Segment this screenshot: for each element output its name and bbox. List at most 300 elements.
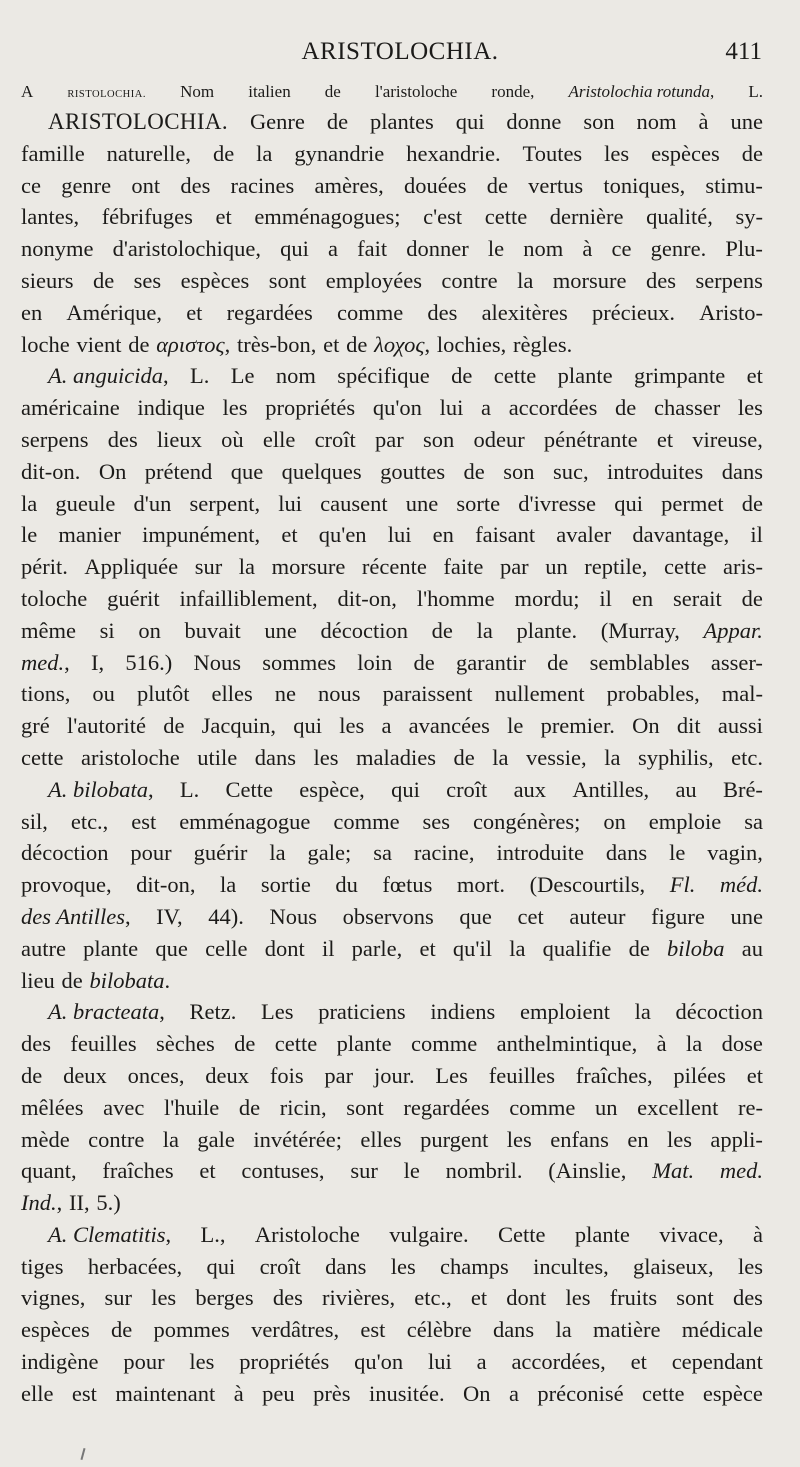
text: quant, [21,1158,77,1184]
italic-text: A. anguicida [48,363,163,389]
text: Cette [498,1221,546,1247]
word [264,615,297,647]
word [294,138,384,170]
word [550,201,624,233]
text: nom [275,363,316,389]
text: anthelmintique, [496,1031,638,1057]
text: propriétés [265,395,356,421]
text-line [21,1187,763,1219]
word [189,488,260,520]
word [659,1219,723,1251]
word [369,1378,445,1410]
text: re- [738,1094,763,1120]
text: sur [350,1158,378,1184]
word [599,583,612,615]
text: sommes [262,649,336,675]
text: toloche [21,585,88,611]
word [362,551,427,583]
text: Le [230,363,255,389]
text-line [21,774,763,806]
word [518,901,544,933]
text: de [346,331,368,357]
text: dit [676,713,701,739]
word [324,1060,353,1092]
word [661,488,723,520]
word [699,297,763,329]
article-body [21,78,763,1410]
text: elle [21,1380,54,1406]
text: gynandrie [294,140,385,166]
text: cette [274,1031,318,1057]
word [93,265,114,297]
word [72,1378,97,1410]
text: prétend [144,458,213,484]
word [21,329,70,361]
word [638,742,714,774]
text-line [21,1092,763,1124]
text: , [162,363,169,389]
text: des [107,426,138,452]
word [335,869,358,901]
word [195,1282,253,1314]
word [667,1124,692,1156]
text: l'huile [163,1094,220,1120]
text: à [656,1031,667,1057]
word [569,901,625,933]
text: pommes [153,1317,230,1343]
word [414,1282,451,1314]
word [21,424,88,456]
word [208,901,244,933]
word [100,615,115,647]
word [138,615,161,647]
word [692,424,763,456]
word [627,1124,648,1156]
word [433,519,454,551]
text: a [476,1349,487,1375]
word [642,1378,684,1410]
word [142,519,260,551]
word [509,1378,519,1410]
text-line [21,647,763,679]
word [333,806,399,838]
word [278,488,302,520]
text: la [492,744,509,770]
word [511,1346,605,1378]
text: la [509,935,526,961]
word [21,1251,64,1283]
text: serpens [695,267,763,293]
text: alexitères [481,299,568,325]
word [281,519,297,551]
word [443,551,483,583]
text: sont [346,1094,384,1120]
text: la [555,1317,572,1343]
word [391,774,420,806]
word [357,647,392,679]
word [523,233,563,265]
word [190,360,209,392]
text: qui [206,1253,236,1279]
text: un [545,554,568,580]
text: aux [513,776,547,802]
word [21,78,33,106]
italic-text: méd. [719,872,763,898]
italic-text: des Antilles [21,903,125,929]
italic-text: A. Clematitis [48,1221,166,1247]
word [423,806,451,838]
word [553,456,589,488]
text: espèce [702,1380,763,1406]
text-line [21,1378,763,1410]
word [123,1346,164,1378]
text: de [212,140,235,166]
word [239,1092,260,1124]
text: dernière [549,204,624,230]
text: provoque, [21,872,112,898]
word [515,583,580,615]
word [76,329,121,361]
word [543,933,612,965]
text: les [737,1253,763,1279]
text: à [582,236,593,262]
text: qu'en [318,522,367,548]
text: regardées [226,299,313,325]
text: suc, [552,458,589,484]
word [584,551,647,583]
page-header [0,38,800,74]
text: espèce, [299,776,365,802]
text: lieux [156,426,202,452]
text: de [451,363,473,389]
word [21,138,85,170]
word [738,392,763,424]
text: auteur [569,903,626,929]
margin-mark [80,1448,85,1460]
word [21,869,112,901]
word [262,1378,295,1410]
word [507,1124,532,1156]
text: est [71,1380,97,1406]
word [456,647,526,679]
text: lochies, [436,331,507,357]
text: la [604,744,621,770]
word [356,742,436,774]
text: le [403,1158,420,1184]
word [720,1155,763,1187]
text: mêlées [21,1094,84,1120]
text: , [64,649,70,675]
text-line [21,996,763,1028]
text-line [21,170,763,202]
word [710,1124,762,1156]
word [205,933,247,965]
text: et [215,204,232,230]
text-line [21,392,763,424]
word [234,1028,255,1060]
word [325,1251,366,1283]
word [337,1028,392,1060]
word [404,170,466,202]
text: on [138,617,161,643]
word [736,201,764,233]
text-line [21,583,763,615]
word [21,488,37,520]
word [518,488,596,520]
text: récente [361,554,427,580]
word [314,170,383,202]
word [373,837,392,869]
word [201,1219,226,1251]
text-line [21,615,763,647]
text: elles [211,681,253,707]
text: famille [21,140,85,166]
word [83,933,138,965]
word [48,774,154,806]
word [742,583,763,615]
word [388,519,412,551]
word [343,901,434,933]
word [634,360,725,392]
text: elle [262,426,296,452]
word [481,392,491,424]
word [48,106,228,138]
word [375,424,404,456]
word [718,710,763,742]
text: herbacées, [87,1253,183,1279]
text: (Ainslie, [548,1158,627,1184]
text: a [381,713,392,739]
word [487,170,508,202]
italic-text: A. bracteata [48,999,160,1025]
text: comme [411,1031,478,1057]
text: ronde, [491,82,535,101]
text: la [21,490,38,516]
word [545,551,568,583]
word [205,1060,249,1092]
word [463,1378,491,1410]
word [711,647,763,679]
word [403,1092,489,1124]
word [457,869,505,901]
text: accordées [508,395,598,421]
word [670,869,696,901]
word [454,742,475,774]
word [497,1028,638,1060]
word [21,806,48,838]
word [493,1314,534,1346]
word [730,901,763,933]
word [346,1092,384,1124]
word [21,1060,42,1092]
word [437,329,506,361]
word [280,1092,327,1124]
text: (Descourtils, [529,872,646,898]
text: croît [314,426,356,452]
text: et [630,1349,647,1375]
text: des [732,1285,763,1311]
text: plante. [516,617,578,643]
word [603,170,685,202]
word [21,265,74,297]
word [21,456,80,488]
word [722,1028,763,1060]
word [354,1346,403,1378]
text: permet [661,490,724,516]
text: des [180,172,211,198]
text: A [21,82,34,101]
word [738,1092,763,1124]
text: glaiseux, [633,1253,714,1279]
word [635,996,651,1028]
text: guérit [107,585,160,611]
text: morsure [271,554,346,580]
text: . [164,967,171,993]
text: l'aristoloche [374,82,458,101]
word [649,806,721,838]
word [453,933,492,965]
text-line [21,1124,763,1156]
text-line [21,456,763,488]
word [338,583,397,615]
word [202,710,276,742]
word [533,1251,609,1283]
word [374,329,430,361]
word [66,297,162,329]
text: figure [651,903,705,929]
text: de [61,967,83,993]
word [55,488,115,520]
word [558,360,613,392]
text-line [21,806,763,838]
text: cette [493,363,537,389]
text: 44). [208,903,244,929]
text: sèches [156,1031,215,1057]
word [672,1346,763,1378]
word [299,774,365,806]
text: parle, [351,935,403,961]
word [193,647,241,679]
word [667,933,725,965]
word [269,837,285,869]
word [197,1124,234,1156]
text: vireuse, [692,426,763,452]
text: enfans [550,1126,609,1152]
text: cette [642,1380,685,1406]
text: dans [605,840,648,866]
word [492,742,508,774]
text: sortie [260,872,311,898]
text: espèces [651,140,720,166]
word [509,933,525,965]
word [473,806,580,838]
word [528,170,583,202]
text: serpens [21,426,89,452]
text: sont [676,1285,714,1311]
word [115,1378,215,1410]
text-line [21,901,763,933]
word [248,78,290,106]
word [128,329,149,361]
word [231,456,264,488]
word [494,360,536,392]
word [747,360,763,392]
word [576,1060,653,1092]
text: autre [21,935,66,961]
text: espèces [180,267,250,293]
text: une [264,617,297,643]
text: On [632,713,660,739]
text: , [424,331,431,357]
text: vertus [528,172,584,198]
text-line [21,869,763,901]
text: verdâtres, [251,1317,340,1343]
text: morsure [552,267,627,293]
word [491,78,534,106]
text: incultes, [533,1253,609,1279]
word [582,233,592,265]
text: de [628,935,650,961]
word [632,583,653,615]
text-line [21,742,763,774]
text: il [750,522,763,548]
word [446,774,487,806]
word [180,774,199,806]
text: vagin, [707,840,763,866]
text: introduite [496,840,584,866]
text: pénétrante [543,426,638,452]
text: maintenant [115,1380,216,1406]
text: de [111,1317,133,1343]
word [427,297,457,329]
text: RISTOLOCHIA. [67,89,147,100]
word [391,1251,416,1283]
text: les [737,395,763,421]
text: qu'on [372,395,422,421]
text: congénères; [472,808,581,834]
word [753,1219,763,1251]
word [595,1092,618,1124]
text: invétérée; [253,1126,343,1152]
word [99,456,127,488]
word [346,329,367,361]
word [555,1314,571,1346]
word [406,233,468,265]
text: nous [318,681,361,707]
word [471,1282,487,1314]
word [269,901,317,933]
text: par [324,1062,354,1088]
word [48,996,165,1028]
text: cette [663,554,707,580]
text: faisant [475,522,536,548]
word [21,1346,98,1378]
word [21,170,41,202]
word [273,1282,303,1314]
word [406,488,439,520]
text: le [507,713,524,739]
text: Aristoloche [254,1221,360,1247]
word [423,424,454,456]
word [84,551,178,583]
word [503,456,534,488]
word [514,774,547,806]
text: sa [373,840,392,866]
text: peu [262,1380,295,1406]
italic-text: Mat. [652,1158,695,1184]
word [382,869,432,901]
text: racine, [413,840,475,866]
